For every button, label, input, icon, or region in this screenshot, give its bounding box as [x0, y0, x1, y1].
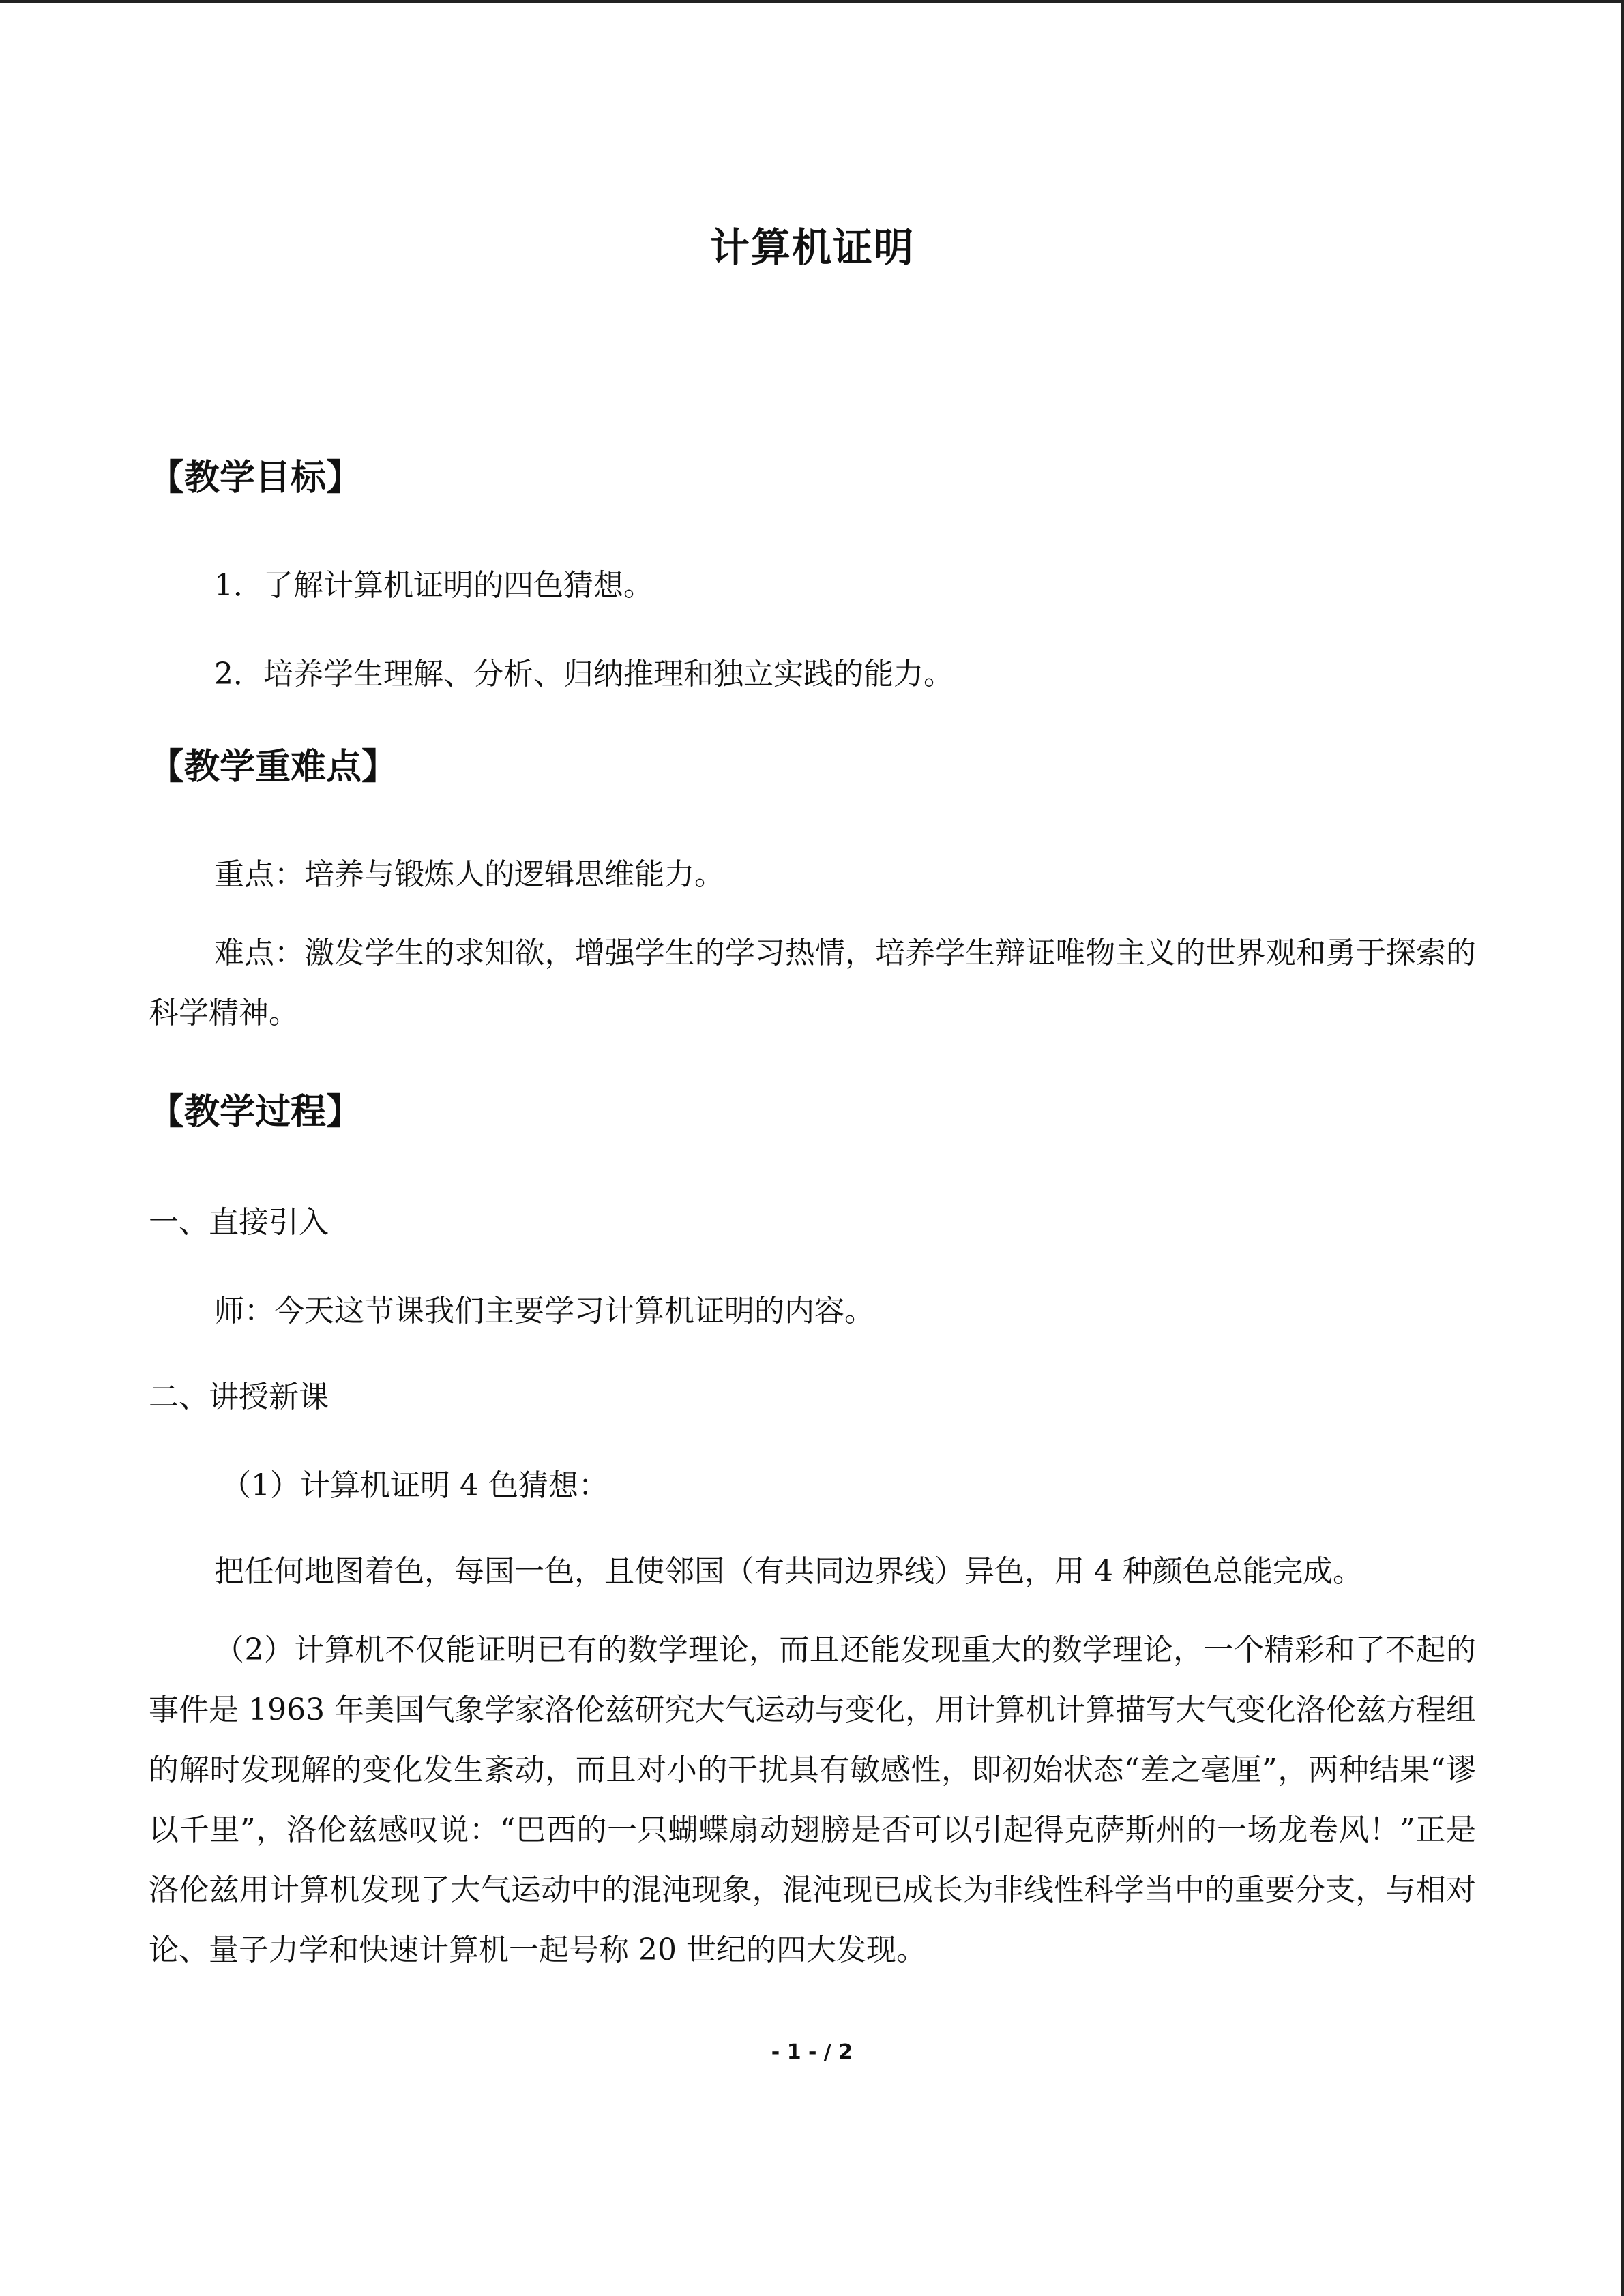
objective-item-1: 1．了解计算机证明的四色猜想。: [214, 568, 653, 603]
process-part2-title: 二、讲授新课: [149, 1380, 329, 1414]
process-part2-item2: （2）计算机不仅能证明已有的数学理论，而且还能发现重大的数学理论，一个精彩和了不起的事件是 1963 年美国气象学家洛伦兹研究大气运动与变化，用计算机计算描写大气变化洛伦兹方程组的解时发现解的变化发生紊动，而且对小的干扰具有敏感性，即初始状态“差之毫厘”，两种结果“谬以千里”，洛伦兹感叹说：“巴西的一只蝴蝶扇动翅膀是否可以引起得克萨斯州的一场龙卷风！”正是洛伦兹用计算机发现了大气运动中的混沌现象，混沌现已成长为非线性科学当中的重要分支，与相对论、量子力学和快速计算机一起号称 20 世纪的四大发现。: [149, 1632, 1476, 1967]
process-part1-text: 师：今天这节课我们主要学习计算机证明的内容。: [214, 1294, 874, 1328]
process-part2-item1: （1）计算机证明 4 色猜想：: [221, 1468, 608, 1503]
section-heading-process: 【教学过程】: [149, 1092, 362, 1133]
key-point-focus: 重点：培养与锻炼人的逻辑思维能力。: [214, 857, 724, 892]
document-title: 计算机证明: [709, 224, 915, 271]
key-point-difficulty: 难点：激发学生的求知欲，增强学生的学习热情，培养学生辩证唯物主义的世界观和勇于探索的科学精神。: [149, 936, 1476, 1030]
page-number: - 1 - / 2: [771, 2040, 853, 2064]
process-part2-item1-text: 把任何地图着色，每国一色，且使邻国（有共同边界线）异色，用 4 种颜色总能完成。: [214, 1554, 1363, 1589]
objective-item-2: 2．培养学生理解、分析、归纳推理和独立实践的能力。: [214, 657, 954, 691]
process-part1-title: 一、直接引入: [149, 1205, 329, 1240]
section-heading-key-points: 【教学重难点】: [149, 747, 398, 788]
section-heading-objectives: 【教学目标】: [149, 458, 362, 498]
